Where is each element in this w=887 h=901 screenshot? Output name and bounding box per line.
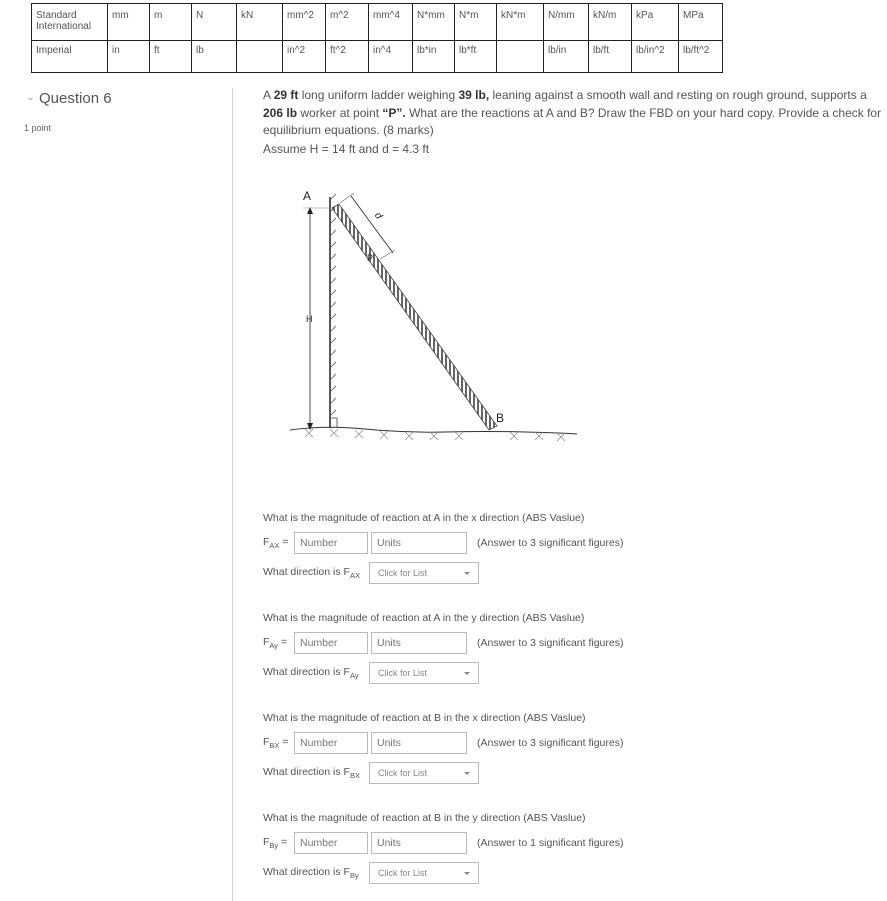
label-a: A <box>303 189 312 203</box>
unit-cell: lb/in^2 <box>632 41 679 73</box>
number-input[interactable] <box>294 832 368 854</box>
direction-select[interactable]: Click for List <box>369 662 479 684</box>
direction-select[interactable]: Click for List <box>369 762 479 784</box>
unit-cell: ft <box>150 41 192 73</box>
answer-block-fay <box>263 612 683 685</box>
direction-row <box>263 561 683 585</box>
label-b: B <box>496 411 505 425</box>
unit-cell: MPa <box>679 4 723 41</box>
answer-block-fbx <box>263 712 683 785</box>
units-input[interactable] <box>371 632 467 654</box>
units-table <box>31 3 723 73</box>
question-text: What is the magnitude of reaction at B in the x direction (ABS Vaslue) <box>263 712 586 724</box>
question-header[interactable] <box>28 90 112 107</box>
direction-select[interactable]: Click for List <box>369 862 479 884</box>
dropdown-caret-icon <box>464 672 470 675</box>
sig-fig-hint: (Answer to 3 significant figures) <box>477 537 624 549</box>
magnitude-row <box>263 531 683 555</box>
direction-row <box>263 761 683 785</box>
question-points: 1 point <box>24 123 52 133</box>
imperial-label: Imperial <box>32 41 108 73</box>
direction-label: What direction is $F_{AX}$ <box>263 565 360 581</box>
direction-row <box>263 661 683 685</box>
unit-cell: kN/m <box>589 4 632 41</box>
unit-cell <box>497 41 544 73</box>
unit-cell: lb <box>192 41 237 73</box>
force-label: $F_{BX}$ = <box>263 735 289 751</box>
unit-cell: ft^2 <box>326 41 369 73</box>
unit-cell: in^2 <box>283 41 326 73</box>
problem-statement: A 29 ft long uniform ladder weighing 39 lb, leaning against a smooth wall and resting on rough ground, supports a 206 lb worker at point “P”. What are the reactions at A and B? Draw the FBD on your hard copy. Provide a check for equilibrium equations. (8 marks) <box>263 88 882 137</box>
unit-cell: in <box>108 41 150 73</box>
question-text: What is the magnitude of reaction at A in the x direction (ABS Vaslue) <box>263 512 585 524</box>
unit-cell: m <box>150 4 192 41</box>
assumption-text: Assume H = 14 ft and d = 4.3 ft <box>263 142 430 156</box>
ladder-diagram <box>285 180 585 450</box>
magnitude-row <box>263 831 683 855</box>
unit-cell: N*mm <box>413 4 455 41</box>
units-input[interactable] <box>371 832 467 854</box>
label-d: d <box>371 210 385 222</box>
number-input[interactable] <box>294 632 368 654</box>
unit-cell: m^2 <box>326 4 369 41</box>
imperial-units-row <box>32 41 723 73</box>
dropdown-caret-icon <box>464 572 470 575</box>
unit-cell: kN*m <box>497 4 544 41</box>
unit-cell: kN <box>237 4 283 41</box>
question-text: What is the magnitude of reaction at A in the y direction (ABS Vaslue) <box>263 612 585 624</box>
unit-cell: lb/ft <box>589 41 632 73</box>
si-label: Standard International <box>32 4 108 41</box>
unit-cell: mm <box>108 4 150 41</box>
number-input[interactable] <box>294 532 368 554</box>
force-label: $F_{AX}$ = <box>263 535 289 551</box>
wall <box>330 194 337 428</box>
answer-block-fby <box>263 812 683 885</box>
direction-label: What direction is $F_{By}$ <box>263 865 359 881</box>
units-input[interactable] <box>371 532 467 554</box>
si-units-row <box>32 4 723 41</box>
label-h: H <box>306 314 313 324</box>
ladder <box>332 204 497 430</box>
unit-cell: mm^2 <box>283 4 326 41</box>
unit-cell: kPa <box>632 4 679 41</box>
answer-block-fax <box>263 512 683 585</box>
unit-cell: N/mm <box>544 4 589 41</box>
label-p: P <box>367 253 374 263</box>
direction-row <box>263 861 683 885</box>
direction-label: What direction is $F_{Ay}$ <box>263 665 359 681</box>
unit-cell: in^4 <box>369 41 413 73</box>
unit-cell: N <box>192 4 237 41</box>
question-title: Question 6 <box>39 90 112 107</box>
unit-cell: N*m <box>455 4 497 41</box>
sig-fig-hint: (Answer to 3 significant figures) <box>477 637 624 649</box>
unit-cell: lb/in <box>544 41 589 73</box>
unit-cell: lb*in <box>413 41 455 73</box>
dropdown-caret-icon <box>464 872 470 875</box>
magnitude-row <box>263 731 683 755</box>
ground <box>290 427 577 441</box>
number-input[interactable] <box>294 732 368 754</box>
unit-cell <box>237 41 283 73</box>
question-text: What is the magnitude of reaction at B in the y direction (ABS Vaslue) <box>263 812 586 824</box>
column-divider <box>232 88 233 901</box>
units-input[interactable] <box>371 732 467 754</box>
direction-label: What direction is $F_{BX}$ <box>263 765 360 781</box>
unit-cell: lb/ft^2 <box>679 41 723 73</box>
force-label: $F_{By}$ = <box>263 835 288 851</box>
unit-cell: mm^4 <box>369 4 413 41</box>
direction-select[interactable]: Click for List <box>369 562 479 584</box>
dropdown-caret-icon <box>464 772 470 775</box>
sig-fig-hint: (Answer to 3 significant figures) <box>477 737 624 749</box>
collapse-dash-icon[interactable]: - <box>28 90 33 107</box>
sig-fig-hint: (Answer to 1 significant figures) <box>477 837 624 849</box>
unit-cell: lb*ft <box>455 41 497 73</box>
force-label: $F_{Ay}$ = <box>263 635 288 651</box>
magnitude-row <box>263 631 683 655</box>
